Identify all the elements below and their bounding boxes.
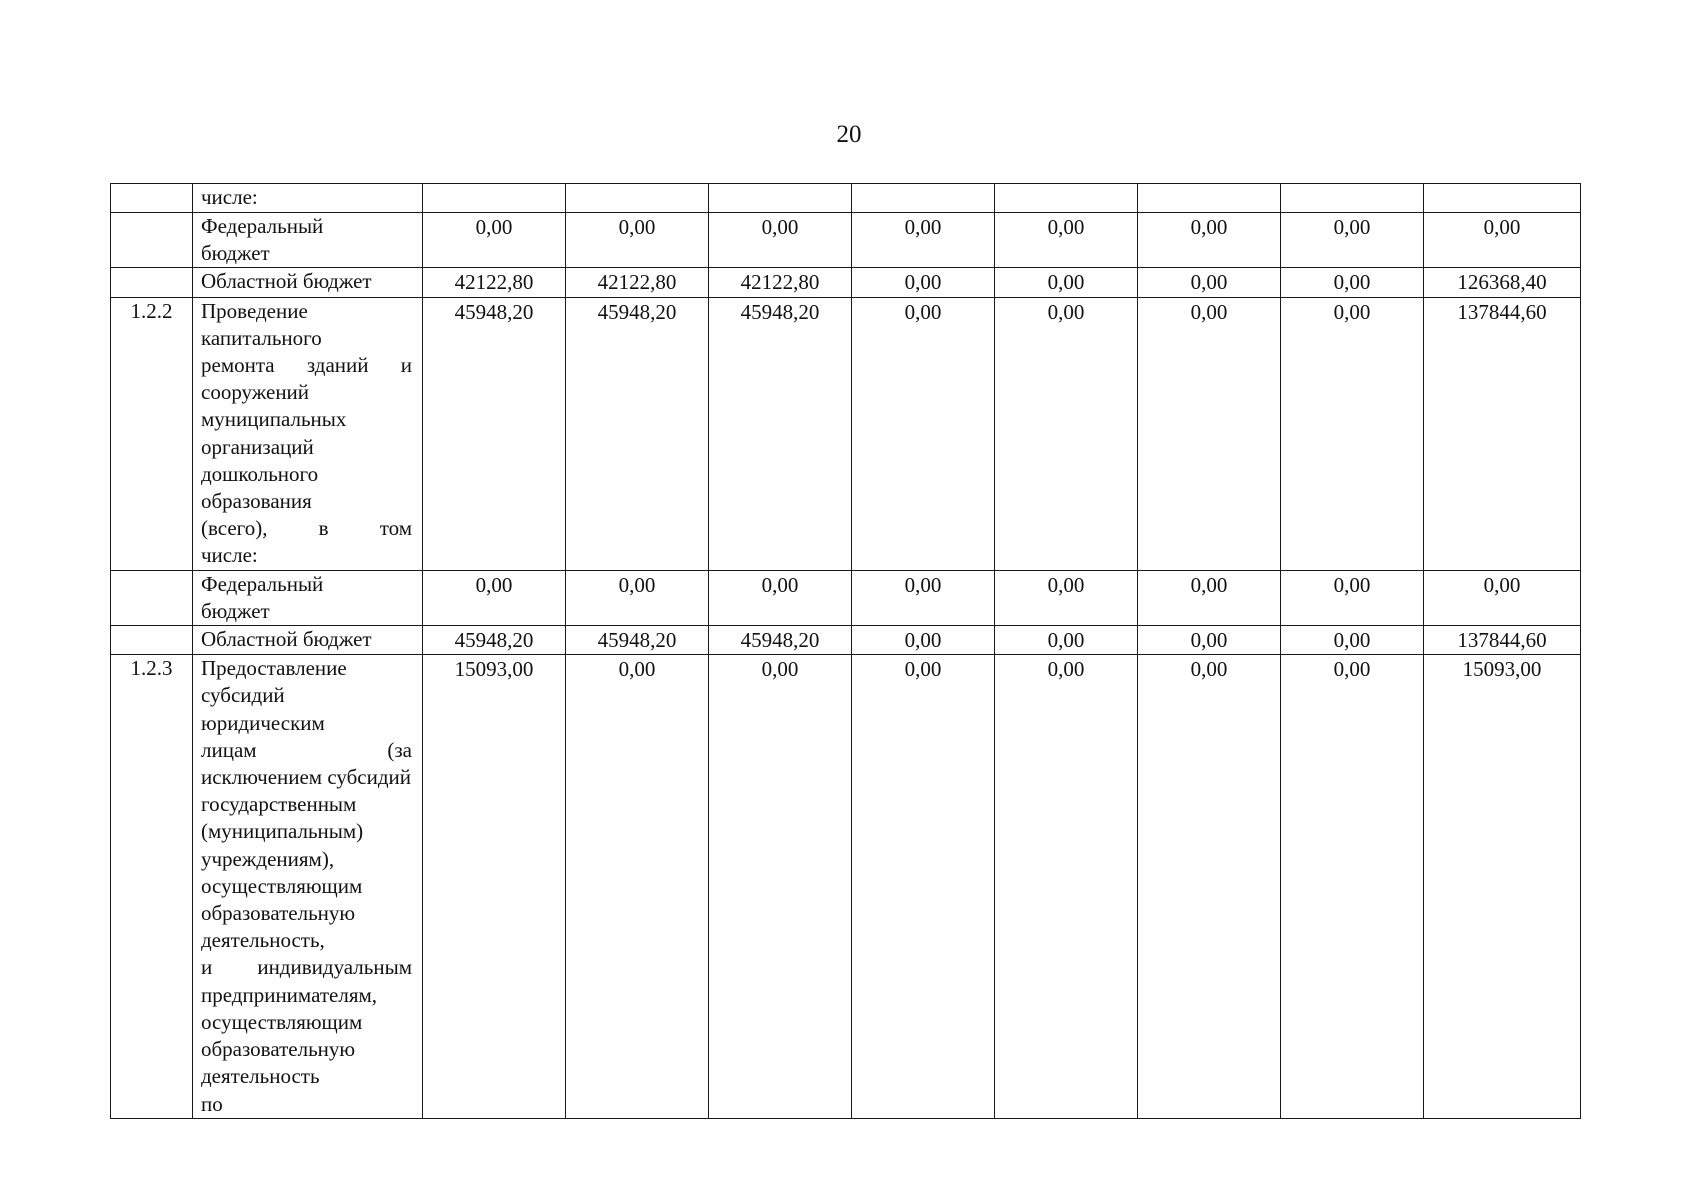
cell-value-4: 0,00 (852, 268, 995, 297)
cell-value-6: 0,00 (1138, 268, 1281, 297)
row-description: Областной бюджет (193, 626, 423, 655)
cell-value-2: 0,00 (566, 213, 709, 268)
cell-value-4: 0,00 (852, 213, 995, 268)
cell-value-4: 0,00 (852, 626, 995, 655)
table-body (111, 184, 1581, 1119)
cell-total: 0,00 (1424, 213, 1581, 268)
cell-value-7: 0,00 (1281, 570, 1424, 625)
cell-value-7: 0,00 (1281, 297, 1424, 570)
cell-value-6: 0,00 (1138, 297, 1281, 570)
cell-value-1: 45948,20 (423, 297, 566, 570)
cell-value-1: 45948,20 (423, 626, 566, 655)
row-description: Областной бюджет (193, 268, 423, 297)
row-code (111, 626, 193, 655)
table-row (111, 297, 1581, 570)
cell-value-6 (1138, 184, 1281, 213)
cell-value-7 (1281, 184, 1424, 213)
cell-value-5: 0,00 (995, 268, 1138, 297)
cell-total: 15093,00 (1424, 655, 1581, 1118)
cell-total (1424, 184, 1581, 213)
cell-value-7: 0,00 (1281, 655, 1424, 1118)
cell-value-4: 0,00 (852, 297, 995, 570)
cell-value-3: 0,00 (709, 213, 852, 268)
cell-value-5: 0,00 (995, 570, 1138, 625)
cell-value-1: 0,00 (423, 213, 566, 268)
table-row (111, 626, 1581, 655)
table-row (111, 655, 1581, 1118)
table-row (111, 268, 1581, 297)
cell-total: 137844,60 (1424, 626, 1581, 655)
row-description: Федеральный бюджет (193, 213, 423, 268)
row-description: Федеральный бюджет (193, 570, 423, 625)
cell-value-2: 0,00 (566, 570, 709, 625)
cell-total: 137844,60 (1424, 297, 1581, 570)
cell-value-2: 45948,20 (566, 297, 709, 570)
cell-value-1: 0,00 (423, 570, 566, 625)
table-row (111, 213, 1581, 268)
row-code (111, 570, 193, 625)
row-code (111, 268, 193, 297)
cell-value-6: 0,00 (1138, 570, 1281, 625)
cell-value-7: 0,00 (1281, 626, 1424, 655)
row-description: Проведение капитального ремонта зданий и сооружений муниципальных организаций дошкольного образования (всего), в том числе: (193, 297, 423, 570)
cell-value-3 (709, 184, 852, 213)
cell-value-6: 0,00 (1138, 655, 1281, 1118)
cell-value-1: 15093,00 (423, 655, 566, 1118)
cell-value-1: 42122,80 (423, 268, 566, 297)
cell-value-4: 0,00 (852, 570, 995, 625)
cell-value-7: 0,00 (1281, 213, 1424, 268)
cell-value-3: 42122,80 (709, 268, 852, 297)
cell-value-3: 0,00 (709, 570, 852, 625)
cell-value-4: 0,00 (852, 655, 995, 1118)
cell-value-5: 0,00 (995, 297, 1138, 570)
page-number: 20 (836, 121, 862, 148)
table-row (111, 570, 1581, 625)
cell-value-5: 0,00 (995, 655, 1138, 1118)
cell-total: 0,00 (1424, 570, 1581, 625)
row-description: числе: (193, 184, 423, 213)
cell-value-5 (995, 184, 1138, 213)
cell-value-2: 45948,20 (566, 626, 709, 655)
cell-value-6: 0,00 (1138, 626, 1281, 655)
cell-value-3: 45948,20 (709, 297, 852, 570)
cell-value-2 (566, 184, 709, 213)
cell-total: 126368,40 (1424, 268, 1581, 297)
row-code: 1.2.3 (111, 655, 193, 1118)
cell-value-7: 0,00 (1281, 268, 1424, 297)
cell-value-4 (852, 184, 995, 213)
table-row (111, 184, 1581, 213)
cell-value-6: 0,00 (1138, 213, 1281, 268)
row-code (111, 213, 193, 268)
cell-value-3: 45948,20 (709, 626, 852, 655)
row-description: Предоставление субсидий юридическим лицам (за исключением субсидий государственным (муниципальным) учреждениям), осуществляющим образовательную деятельность, и индивидуальным предпринимателям, осуществляющим образовательную деятельность по (193, 655, 423, 1118)
cell-value-3: 0,00 (709, 655, 852, 1118)
row-code: 1.2.2 (111, 297, 193, 570)
cell-value-5: 0,00 (995, 213, 1138, 268)
budget-table (110, 183, 1581, 1119)
cell-value-2: 0,00 (566, 655, 709, 1118)
cell-value-5: 0,00 (995, 626, 1138, 655)
cell-value-2: 42122,80 (566, 268, 709, 297)
row-code (111, 184, 193, 213)
cell-value-1 (423, 184, 566, 213)
